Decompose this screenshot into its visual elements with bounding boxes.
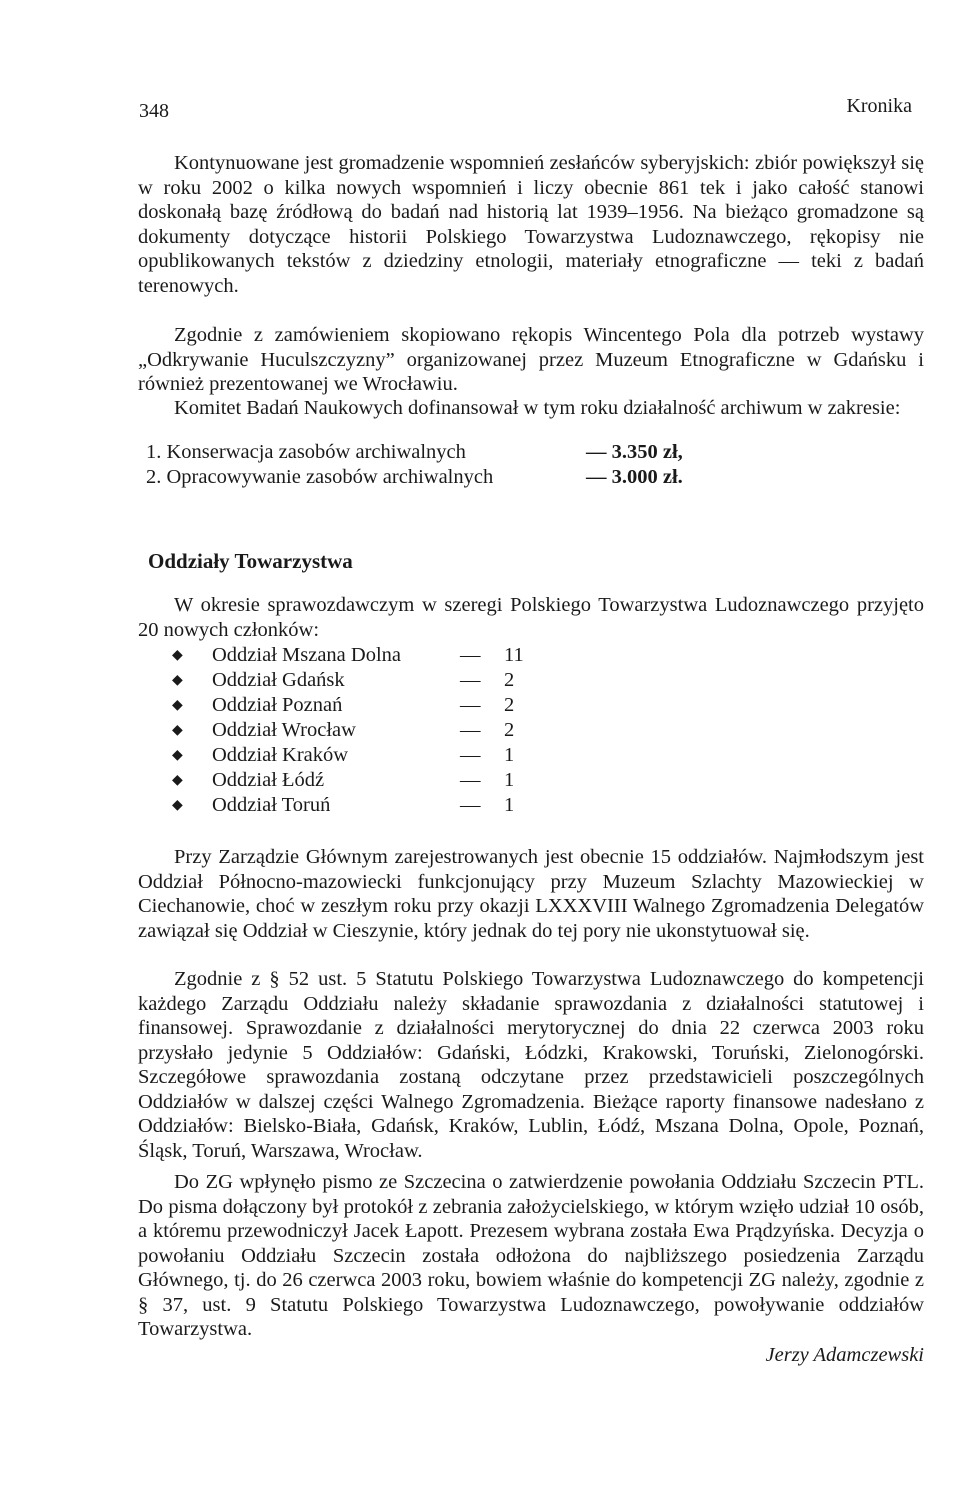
branch-list	[172, 643, 532, 818]
branch-count: 2	[504, 669, 515, 691]
author-signature: Jerzy Adamczewski	[765, 1344, 924, 1366]
branch-name: Oddział Mszana Dolna	[212, 644, 401, 666]
branch-count: 1	[504, 794, 515, 816]
branch-name: Oddział Wrocław	[212, 719, 356, 741]
branch-name: Oddział Kraków	[212, 744, 349, 766]
running-head: Kronika	[846, 95, 912, 117]
diamond-bullet-icon: ◆	[172, 723, 183, 738]
funding-item-label: 1. Konserwacja zasobów archiwalnych	[146, 441, 466, 463]
list-item	[172, 768, 532, 793]
diamond-bullet-icon: ◆	[172, 748, 183, 763]
branch-dash: —	[460, 669, 481, 691]
funding-item-amount: — 3.000 zł.	[586, 465, 683, 488]
branch-count: 1	[504, 769, 515, 791]
list-item	[172, 743, 532, 768]
list-item	[172, 668, 532, 693]
list-item	[172, 693, 532, 718]
diamond-bullet-icon: ◆	[172, 698, 183, 713]
funding-item-label: 2. Opracowywanie zasobów archiwalnych	[146, 465, 494, 488]
branch-count: 2	[504, 694, 515, 716]
branch-dash: —	[460, 769, 481, 791]
branches-paragraph-3: Do ZG wpłynęło pismo ze Szczecina o zatwierdzenie powołania Oddziału Szczecin PTL. Do pisma dołączony był protokół z zebrania założycielskiego, w którym wzięło udział 10 osób, a któremu przewodniczył Jacek Łapott. Prezesem wybrana została Ewa Prądzyńska. Decyzja o powołaniu Oddziału Szczecin została odłożona do najbliższego posiedzenia Zarządu Głównego, tj. do 26 czerwca 2003 roku, bowiem właśnie do kompetencji ZG należy, zgodnie z § 37, ust. 9 Statutu Polskiego Towarzystwa Ludoznawczego, powoływanie oddziałów Towarzystwa.	[138, 1171, 924, 1340]
branch-dash: —	[460, 744, 481, 766]
list-item	[172, 718, 532, 743]
branch-dash: —	[460, 644, 481, 666]
archive-paragraph-3: Komitet Badań Naukowych dofinansował w tym roku działalność archiwum w zakresie:	[174, 397, 901, 419]
list-item	[172, 793, 532, 818]
branch-dash: —	[460, 719, 481, 741]
branch-dash: —	[460, 694, 481, 716]
branches-paragraph-1: Przy Zarządzie Głównym zarejestrowanych jest obecnie 15 oddziałów. Najmłodszym jest Oddział Północno-mazowiecki funkcjonujący przy Muzeum Szlachty Mazowieckiej w Ciechanowie, choć w zeszłym roku przy okazji LXXXVIII Walnego Zgromadzenia Delegatów zawiązał się Oddział w Cieszynie, który jednak do tej pory nie ukonstytuował się.	[138, 846, 924, 942]
page-number: 348	[139, 100, 169, 122]
branch-count: 1	[504, 744, 515, 766]
branch-name: Oddział Poznań	[212, 694, 343, 716]
diamond-bullet-icon: ◆	[172, 798, 183, 813]
branch-dash: —	[460, 794, 481, 816]
branches-paragraph-2: Zgodnie z § 52 ust. 5 Statutu Polskiego Towarzystwa Ludoznawczego do kompetencji każdego Zarządu Oddziału należy składanie sprawozdania z działalności statutowej i finansowej. Sprawozdanie z działalności merytorycznej do dnia 22 czerwca 2003 roku przysłało jedynie 5 Oddziałów: Gdański, Łódzki, Krakowski, Toruński, Zielonogórski. Szczegółowe sprawozdania zostaną odczytane przez przedstawicieli poszczególnych Oddziałów w dalszej części Walnego Zgromadzenia. Bieżące raporty finansowe nadesłano z Oddziałów: Bielsko-Biała, Gdańsk, Kraków, Lublin, Łódź, Mszana Dolna, Opole, Poznań, Śląsk, Toruń, Warszawa, Wrocław.	[138, 968, 924, 1162]
diamond-bullet-icon: ◆	[172, 673, 183, 688]
section-heading: Oddziały Towarzystwa	[148, 549, 353, 573]
archive-paragraph-2: Zgodnie z zamówieniem skopiowano rękopis Wincentego Pola dla potrzeb wystawy „Odkrywanie Huculszczyzny” organizowanej przez Muzeum Etnograficzne w Gdańsku i również prezentowanej we Wrocławiu.	[138, 324, 924, 395]
branch-count: 2	[504, 719, 515, 741]
funding-item-amount: — 3.350 zł,	[586, 441, 683, 463]
diamond-bullet-icon: ◆	[172, 773, 183, 788]
branch-count: 11	[504, 644, 524, 666]
branch-name: Oddział Toruń	[212, 794, 331, 816]
diamond-bullet-icon: ◆	[172, 648, 183, 663]
list-item	[172, 643, 532, 668]
archive-paragraph-1: Kontynuowane jest gromadzenie wspomnień zesłańców syberyjskich: zbiór powiększył się w roku 2002 o kilka nowych wspomnień i liczy obecnie 861 tek i jako całość stanowi doskonałą bazę źródłową do badań nad historią lat 1939–1956. Na bieżąco gromadzone są dokumenty dotyczące historii Polskiego Towarzystwa Ludoznawczego, rękopisy nie opublikowanych tekstów z dziedziny etnologii, materiały etnograficzne — teki z badań terenowych.	[138, 152, 924, 297]
branch-name: Oddział Łódź	[212, 769, 325, 791]
branches-intro: W okresie sprawozdawczym w szeregi Polskiego Towarzystwa Ludoznawczego przyjęto 20 nowych członków:	[138, 594, 924, 641]
branch-name: Oddział Gdańsk	[212, 669, 345, 691]
